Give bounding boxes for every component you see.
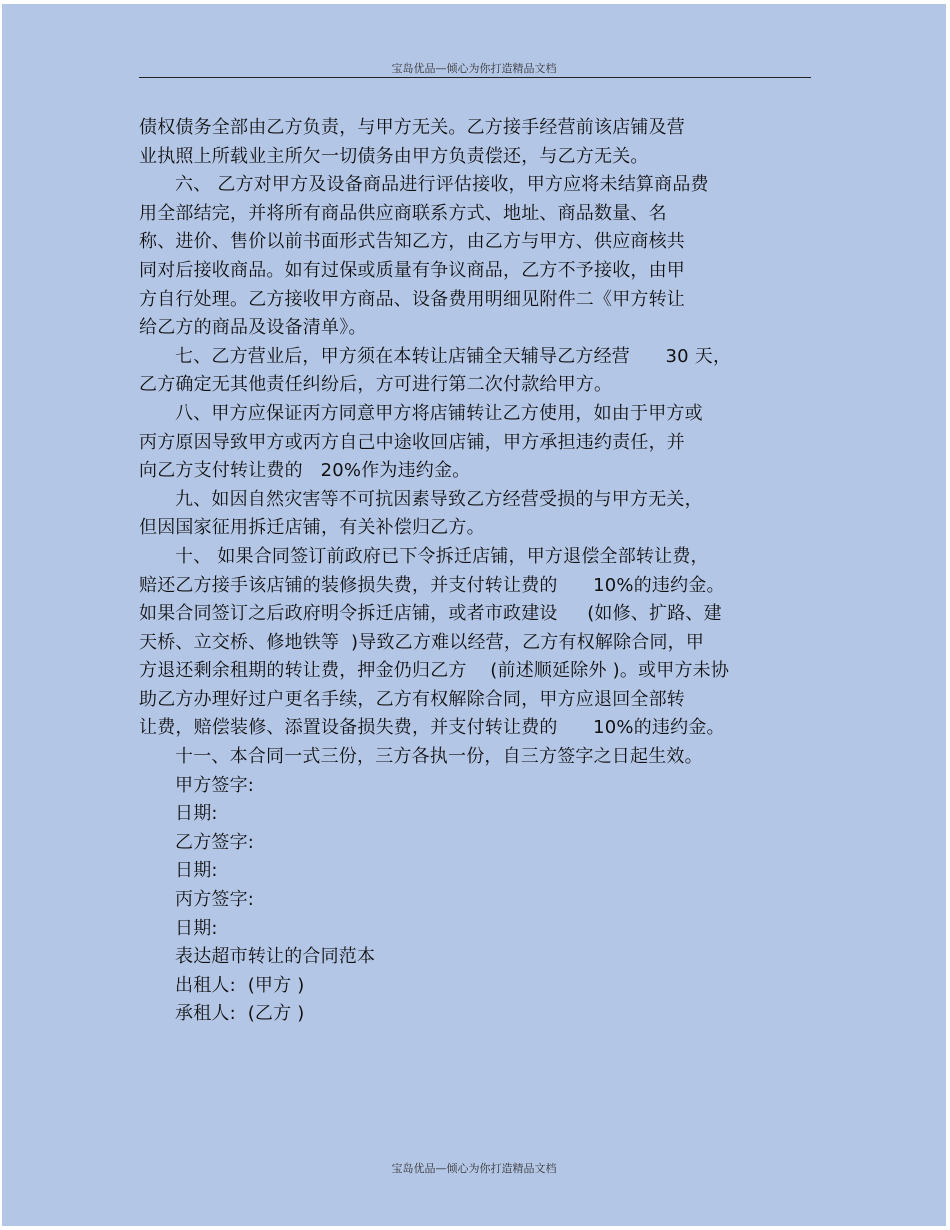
body-line: 助乙方办理好过户更名手续，乙方有权解除合同，甲方应退回全部转	[139, 688, 685, 710]
party-b-signature-label: 乙方签字:	[175, 831, 255, 853]
lessee-label: 承租人: (乙方 )	[175, 1003, 305, 1025]
party-a-signature-label: 甲方签字:	[175, 774, 255, 796]
body-line: 如果合同签订之后政府明令拆迁店铺，或者市政建设 (如修、扩路、建	[139, 603, 722, 625]
page-footer: 宝岛优品—倾心为你打造精品文档	[391, 1162, 557, 1175]
header-divider	[139, 77, 811, 78]
body-line: 方自行处理。乙方接收甲方商品、设备费用明细见附件二《甲方转让	[139, 288, 685, 310]
clause-8: 八、甲方应保证丙方同意甲方将店铺转让乙方使用，如由于甲方或	[175, 402, 703, 424]
clause-10: 十、 如果合同签订前政府已下令拆迁店铺，甲方退偿全部转让费，	[175, 545, 709, 567]
body-line: 同对后接收商品。如有过保或质量有争议商品，乙方不予接收，由甲	[139, 259, 685, 281]
party-c-date-label: 日期:	[175, 917, 218, 939]
body-line: 业执照上所载业主所欠一切债务由甲方负责偿还，与乙方无关。	[139, 145, 649, 167]
body-line: 天桥、立交桥、修地铁等 )导致乙方难以经营，乙方有权解除合同，甲	[139, 631, 705, 653]
body-line: 用全部结完，并将所有商品供应商联系方式、地址、商品数量、名	[139, 202, 667, 224]
body-line: 赔还乙方接手该店铺的装修损失费，并支付转让费的 10%的违约金。	[139, 574, 725, 596]
clause-7: 七、乙方营业后，甲方须在本转让店铺全天辅导乙方经营 30 天，	[175, 345, 732, 367]
clause-6: 六、 乙方对甲方及设备商品进行评估接收，甲方应将未结算商品费	[175, 174, 709, 196]
body-line: 债权债务全部由乙方负责，与甲方无关。乙方接手经营前该店铺及营	[139, 117, 685, 138]
clause-11: 十一、本合同一式三份，三方各执一份，自三方签字之日起生效。	[175, 746, 703, 768]
body-line: 让费，赔偿装修、添置设备损失费，并支付转让费的 10%的违约金。	[139, 717, 725, 739]
lessor-label: 出租人: (甲方 )	[175, 974, 305, 996]
body-line: 向乙方支付转让费的 20%作为违约金。	[139, 460, 471, 482]
body-line: 乙方确定无其他责任纠纷后，方可进行第二次付款给甲方。	[139, 374, 613, 396]
party-c-signature-label: 丙方签字:	[175, 889, 255, 911]
party-a-date-label: 日期:	[175, 803, 218, 825]
body-line: 但因国家征用拆迁店铺，有关补偿归乙方。	[139, 517, 485, 539]
page-header: 宝岛优品—倾心为你打造精品文档	[391, 62, 557, 75]
document-body	[139, 114, 819, 1029]
party-b-date-label: 日期:	[175, 860, 218, 882]
body-line: 称、进价、售价以前书面形式告知乙方，由乙方与甲方、供应商核共	[139, 231, 685, 253]
body-line: 方退还剩余租期的转让费，押金仍归乙方 (前述顺延除外 )。或甲方未协	[139, 660, 730, 682]
clause-9: 九、如因自然灾害等不可抗因素导致乙方经营受损的与甲方无关，	[175, 488, 703, 510]
document-page	[2, 4, 946, 1226]
body-line: 给乙方的商品及设备清单》。	[139, 317, 367, 339]
section-title: 表达超市转让的合同范本	[175, 946, 376, 968]
body-line: 丙方原因导致甲方或丙方自己中途收回店铺，甲方承担违约责任，并	[139, 431, 685, 453]
